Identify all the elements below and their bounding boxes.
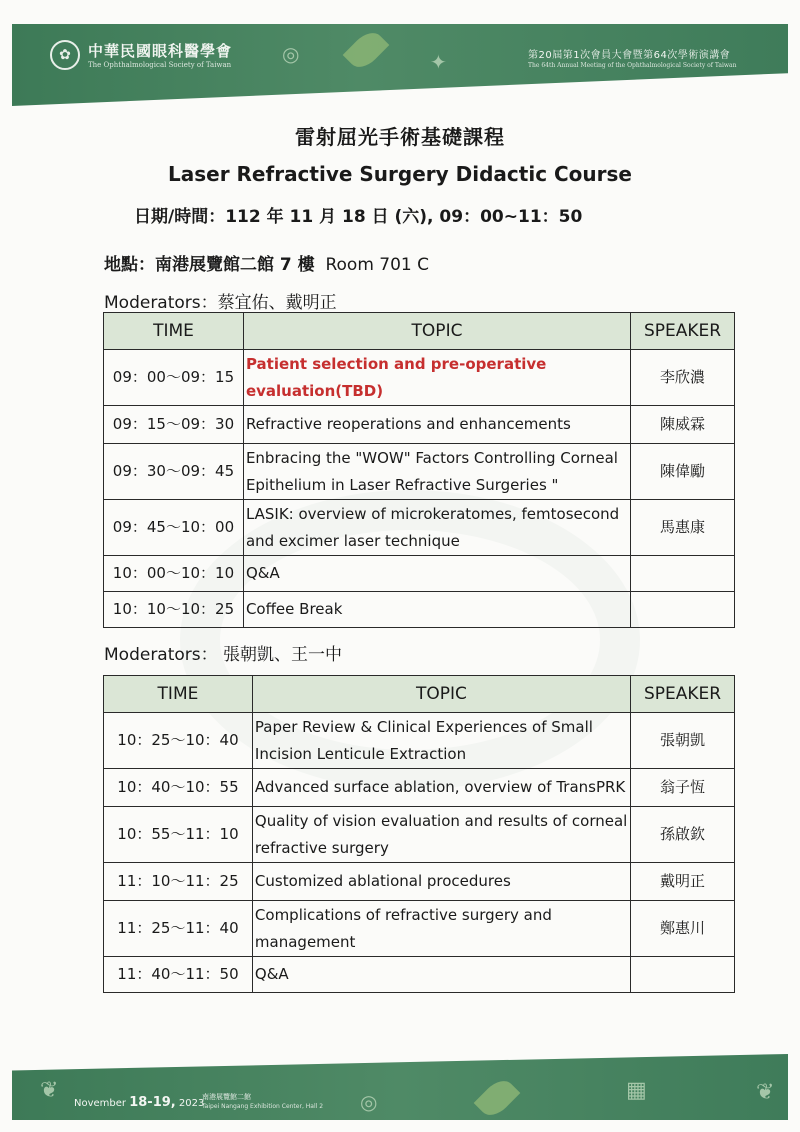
venue-label: 地點： — [104, 255, 155, 275]
row-topic: Quality of vision evaluation and results of corneal refractive surgery — [252, 807, 630, 863]
table-row — [104, 406, 735, 444]
table-row — [104, 863, 735, 901]
meeting-title: 第20屆第1次會員大會暨第64次學術演講會 — [528, 50, 731, 61]
row-speaker: 戴明正 — [631, 863, 735, 901]
footer-banner — [12, 1054, 788, 1120]
session2-moderators: Moderators： 張朝凱、王一中 — [104, 645, 343, 665]
row-topic: Complications of refractive surgery and management — [252, 901, 630, 957]
table-header-row — [104, 313, 735, 350]
row-time: 11：40～11：50 — [104, 957, 253, 993]
row-time: 10：40～10：55 — [104, 769, 253, 807]
row-topic: Enbracing the "WOW" Factors Controlling Corneal Epithelium in Laser Refractive Surgeries " — [243, 444, 630, 500]
table-row — [104, 556, 735, 592]
org-subtitle: The Ophthalmological Society of Taiwan — [88, 61, 232, 69]
row-topic: Q&A — [252, 957, 630, 993]
row-topic: Q&A — [243, 556, 630, 592]
course-title-en: Laser Refractive Surgery Didactic Course — [168, 162, 632, 186]
row-time: 10：25～10：40 — [104, 713, 253, 769]
table-row — [104, 769, 735, 807]
row-time: 10：10～10：25 — [104, 592, 244, 628]
venue-place: 南港展覽館二館 7 樓 — [155, 255, 315, 275]
row-time: 09：30～09：45 — [104, 444, 244, 500]
footer-venue-subtitle: Taipei Nangang Exhibition Center, Hall 2 — [202, 1103, 324, 1110]
row-topic: Paper Review & Clinical Experiences of Small Incision Lenticule Extraction — [252, 713, 630, 769]
eye-sketch-icon: ◎ — [360, 1090, 378, 1114]
row-time: 10：55～11：10 — [104, 807, 253, 863]
table-row — [104, 592, 735, 628]
row-time: 10：00～10：10 — [104, 556, 244, 592]
bird-sketch-icon: ✦ — [430, 50, 447, 74]
session1-table — [103, 312, 735, 628]
header-time: TIME — [104, 676, 253, 713]
venue — [104, 250, 429, 275]
row-speaker: 翁子恆 — [631, 769, 735, 807]
table-row — [104, 807, 735, 863]
session1-moderators: Moderators：蔡宜佑、戴明正 — [104, 293, 337, 313]
header-speaker: SPEAKER — [631, 313, 735, 350]
table-row — [104, 350, 735, 406]
plant-sketch-icon: ❦ — [756, 1080, 775, 1105]
row-time: 09：15～09：30 — [104, 406, 244, 444]
header-speaker: SPEAKER — [631, 676, 735, 713]
row-topic: Patient selection and pre-operative evaluation(TBD) — [243, 350, 630, 406]
row-time: 11：10～11：25 — [104, 863, 253, 901]
row-topic: Advanced surface ablation, overview of TransPRK — [252, 769, 630, 807]
building-sketch-icon: ▦ — [626, 1078, 647, 1103]
row-topic: Customized ablational procedures — [252, 863, 630, 901]
row-time: 09：00～09：15 — [104, 350, 244, 406]
table-header-row — [104, 676, 735, 713]
row-speaker: 孫啟欽 — [631, 807, 735, 863]
session2-table — [103, 675, 735, 993]
header-time: TIME — [104, 313, 244, 350]
row-speaker: 李欣濃 — [631, 350, 735, 406]
row-speaker — [631, 592, 735, 628]
org-name: 中華民國眼科醫學會 — [88, 42, 233, 60]
row-time: 09：45～10：00 — [104, 500, 244, 556]
header-topic: TOPIC — [252, 676, 630, 713]
row-speaker: 張朝凱 — [631, 713, 735, 769]
header-topic: TOPIC — [243, 313, 630, 350]
footer-date-year: 2023 — [178, 1098, 205, 1109]
table-row — [104, 713, 735, 769]
venue-room: Room 701 C — [325, 255, 430, 275]
row-speaker: 馬惠康 — [631, 500, 735, 556]
plant-sketch-icon: ❦ — [40, 1078, 59, 1103]
eye-sketch-icon: ◎ — [282, 42, 300, 66]
row-topic: LASIK: overview of microkeratomes, femtosecond and excimer laser technique — [243, 500, 630, 556]
row-speaker — [631, 957, 735, 993]
row-speaker: 鄭惠川 — [631, 901, 735, 957]
footer-date — [74, 1095, 204, 1110]
table-row — [104, 901, 735, 957]
row-speaker: 陳威霖 — [631, 406, 735, 444]
footer-date-days: 18-19, — [129, 1095, 176, 1110]
footer-venue: 南港展覽館二館 — [202, 1093, 251, 1101]
meeting-subtitle: The 64th Annual Meeting of the Ophthalmological Society of Taiwan — [528, 62, 737, 69]
date-time: 日期/時間：112 年 11 月 18 日 (六), 09：00~11：50 — [134, 207, 583, 227]
course-title-zh: 雷射屈光手術基礎課程 — [295, 125, 505, 149]
table-row — [104, 957, 735, 993]
table-row — [104, 444, 735, 500]
row-topic: Refractive reoperations and enhancements — [243, 406, 630, 444]
row-speaker — [631, 556, 735, 592]
footer-date-month: November — [74, 1098, 127, 1109]
row-topic: Coffee Break — [243, 592, 630, 628]
table-row — [104, 500, 735, 556]
society-logo-icon: ✿ — [50, 40, 80, 70]
row-speaker: 陳偉勵 — [631, 444, 735, 500]
row-time: 11：25～11：40 — [104, 901, 253, 957]
